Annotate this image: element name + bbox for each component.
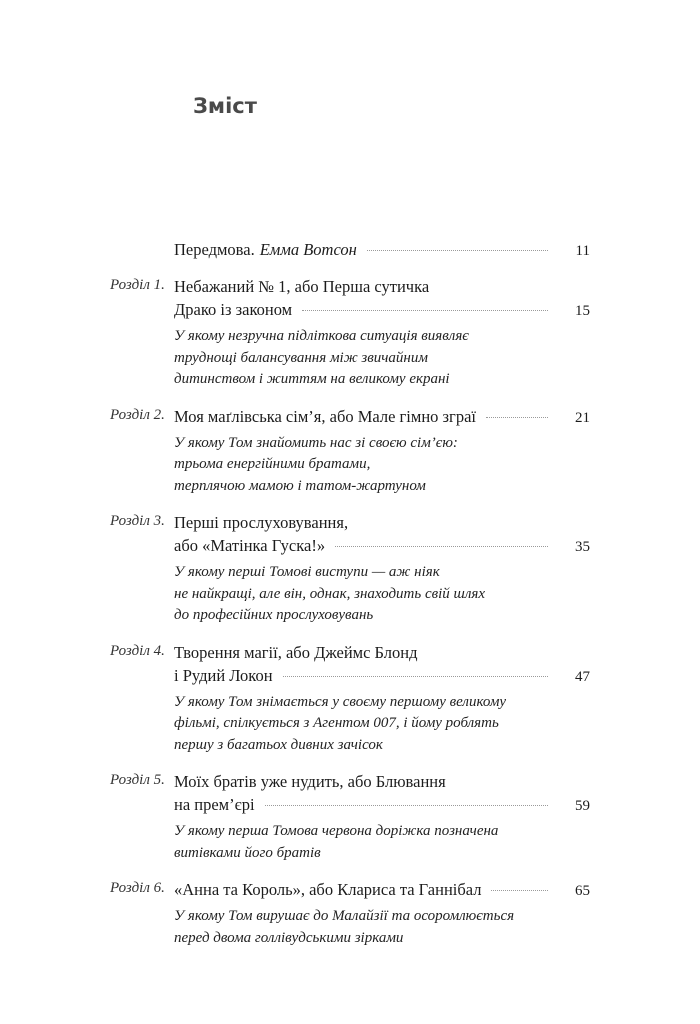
- dot-leader: [367, 249, 548, 251]
- entry-title-line: [174, 664, 590, 689]
- summary-line: не найкращі, але він, однак, знаходить свій шлях: [174, 585, 486, 602]
- summary-line: терплячою мамою і татом-жартуном: [174, 477, 426, 494]
- summary-line: фільмі, спілкується з Агентом 007, і йому роблять: [174, 715, 499, 731]
- chapter-summary: [174, 562, 534, 627]
- chapter-summary: [174, 433, 534, 498]
- entry-title-line: [174, 511, 590, 534]
- entry-title: на прем’єрі: [174, 795, 255, 814]
- toc-entry-chapter-4: [0, 641, 700, 757]
- summary-line: першу з багатьох дивних зачісок: [174, 736, 383, 753]
- entry-title-line: [174, 298, 590, 323]
- toc-entry-chapter-5: [0, 770, 700, 864]
- entry-title-line: [174, 275, 590, 298]
- entry-title-line: [174, 238, 590, 263]
- entry-title: Моїх братів уже нудить, або Блювання: [174, 772, 446, 791]
- toc-entry-preface: [0, 238, 700, 263]
- entry-title: «Анна та Король», або Клариса та Ганнібал: [174, 880, 482, 899]
- page-title: Зміст: [193, 94, 257, 118]
- entry-title: або «Матінка Гуска!»: [174, 536, 326, 555]
- dot-leader: [486, 416, 548, 418]
- summary-line: витівками його братів: [174, 844, 321, 861]
- page-number: 11: [575, 243, 590, 259]
- chapter-number: Розділ 1.: [110, 277, 165, 293]
- entry-title: Драко із законом: [174, 300, 293, 319]
- summary-line: У якому перша Томова червона доріжка позначена: [174, 823, 499, 839]
- entry-title: Моя маґлівська сім’я, або Мале гімно зграї: [174, 406, 476, 426]
- chapter-number: Розділ 3.: [110, 513, 165, 529]
- chapter-number: Розділ 4.: [110, 642, 165, 659]
- entry-title-line: [174, 641, 590, 664]
- dot-leader: [491, 889, 548, 891]
- toc-entry-chapter-1: [0, 275, 700, 391]
- page-number: 47: [575, 668, 590, 685]
- chapter-summary: [174, 821, 534, 864]
- page-number: 21: [575, 409, 590, 426]
- toc-entry-chapter-3: [0, 511, 700, 627]
- page-number: 15: [575, 303, 590, 319]
- entry-title: і Рудий Локон: [174, 665, 273, 685]
- summary-line: перед двома голлівудськими зірками: [174, 929, 404, 946]
- summary-line: труднощі балансування між звичайним: [174, 349, 428, 366]
- entry-title-line: [174, 878, 590, 903]
- page-number: 59: [575, 798, 590, 814]
- summary-line: У якому незручна підліткова ситуація виявляє: [174, 328, 469, 344]
- dot-leader: [335, 545, 548, 547]
- chapter-number: Розділ 2.: [110, 406, 165, 423]
- summary-line: до професійних прослуховувань: [174, 607, 374, 623]
- summary-line: трьома енергійними братами,: [174, 456, 371, 472]
- summary-line: У якому Том знімається у своєму першому великому: [174, 693, 507, 710]
- dot-leader: [283, 675, 548, 677]
- entry-title-line: [174, 793, 590, 818]
- chapter-summary: [174, 906, 534, 949]
- entry-title: Перші прослуховування,: [174, 513, 349, 532]
- table-of-contents: [0, 238, 700, 949]
- entry-title: Небажаний № 1, або Перша сутичка: [174, 277, 430, 296]
- summary-line: У якому Том знайомить нас зі своєю сім’єю:: [174, 434, 458, 451]
- page-number: 35: [575, 539, 590, 555]
- chapter-number: Розділ 5.: [110, 772, 165, 788]
- entry-author: Емма Вотсон: [259, 240, 357, 259]
- dot-leader: [302, 309, 548, 311]
- summary-line: дитинством і життям на великому екрані: [174, 371, 450, 387]
- chapter-summary: [174, 326, 534, 391]
- chapter-number: Розділ 6.: [110, 880, 165, 896]
- page-number: 65: [575, 883, 590, 899]
- toc-entry-chapter-6: [0, 878, 700, 949]
- summary-line: У якому Том вирушає до Малайзії та осоромлюється: [174, 908, 515, 924]
- dot-leader: [265, 804, 548, 806]
- entry-title: Передмова.: [174, 240, 255, 259]
- entry-title: Творення магії, або Джеймс Блонд: [174, 642, 418, 662]
- entry-title-line: [174, 405, 590, 430]
- toc-entry-chapter-2: [0, 405, 700, 498]
- entry-title-line: [174, 770, 590, 793]
- entry-title-line: [174, 534, 590, 559]
- summary-line: У якому перші Томові виступи — аж ніяк: [174, 564, 440, 580]
- chapter-summary: [174, 692, 534, 757]
